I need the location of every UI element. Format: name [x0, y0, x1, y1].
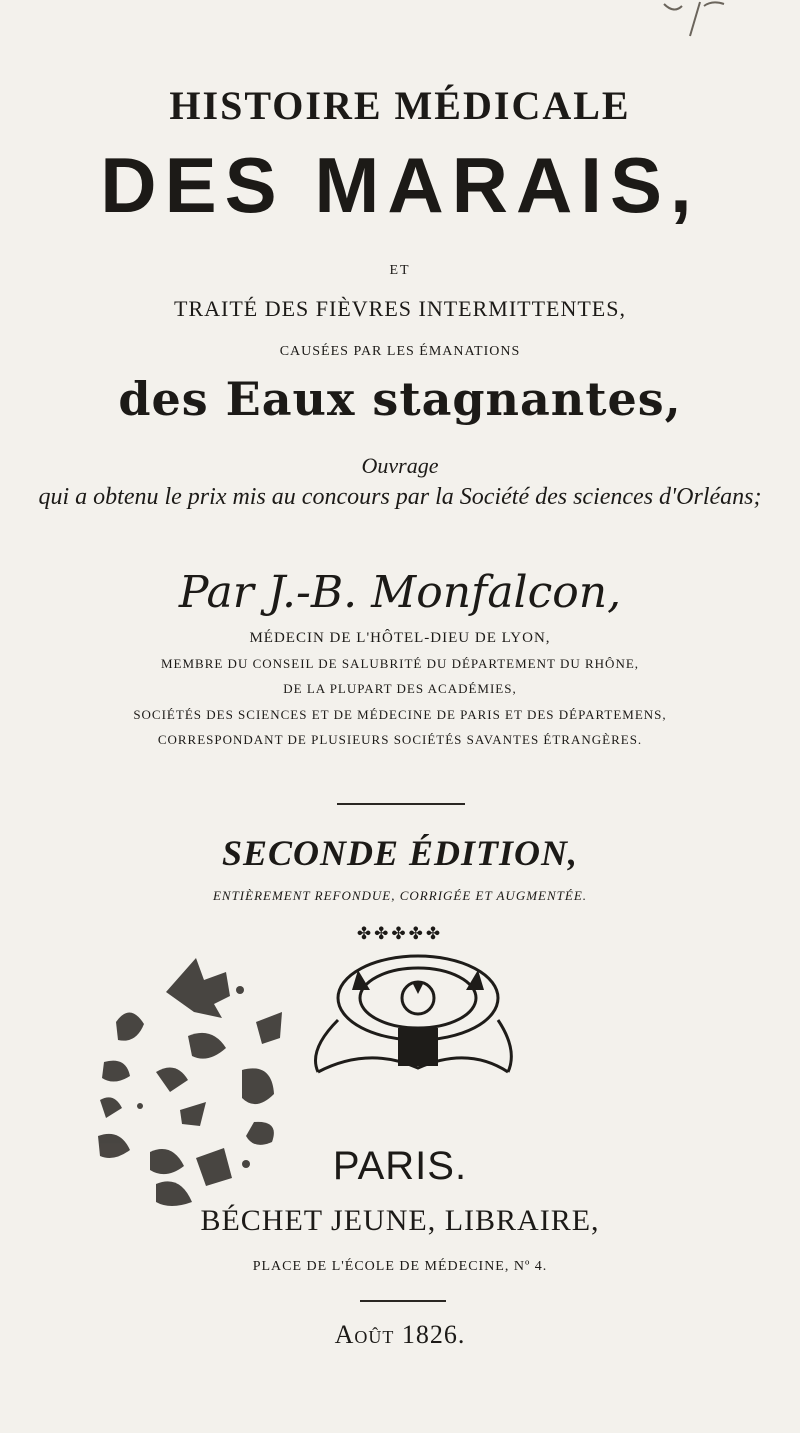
title-line-1: HISTOIRE MÉDICALE	[169, 83, 631, 128]
author-credential: SOCIÉTÉS DES SCIENCES ET DE MÉDECINE DE PARIS ET DES DÉPARTEMENS,	[133, 707, 667, 722]
handwritten-pen-mark	[660, 0, 730, 40]
edition-details: ENTIÈREMENT REFONDUE, CORRIGÉE ET AUGMENTÉE.	[212, 888, 588, 903]
divider-rule	[337, 803, 465, 805]
printers-vignette	[308, 950, 518, 1076]
prize-statement: qui a obtenu le prix mis au concours par la Société des sciences d'Orléans;	[38, 484, 762, 510]
author-credential: DE LA PLUPART DES ACADÉMIES,	[283, 681, 517, 696]
imprint-date: Août 1826.	[334, 1320, 466, 1349]
title-line-2: DES MARAIS,	[100, 141, 700, 229]
imprint-city: PARIS.	[332, 1144, 468, 1188]
edition-label: SECONDE ÉDITION,	[221, 833, 579, 873]
author-credential: MEMBRE DU CONSEIL DE SALUBRITÉ DU DÉPARTEMENT DU RHÔNE,	[160, 656, 640, 671]
imprint-address: PLACE DE L'ÉCOLE DE MÉDECINE, Nº 4.	[252, 1259, 548, 1274]
subtitle-et: ET	[389, 263, 411, 278]
author-credential: MÉDECIN DE L'HÔTEL-DIEU DE LYON,	[249, 630, 551, 646]
subtitle-causees: CAUSÉES PAR LES ÉMANATIONS	[279, 344, 521, 359]
ornament-row: ✤✤✤✤✤	[356, 924, 444, 943]
subtitle-eaux-stagnantes: des Eaux stagnantes,	[118, 372, 682, 426]
subtitle-traite: TRAITÉ DES FIÈVRES INTERMITTENTES,	[174, 296, 626, 321]
prize-ouvrage: Ouvrage	[361, 453, 439, 478]
divider-rule	[360, 1300, 446, 1302]
author-name: Par J.-B. Monfalcon,	[178, 567, 622, 618]
author-credential: CORRESPONDANT DE PLUSIEURS SOCIÉTÉS SAVANTES ÉTRANGÈRES.	[157, 732, 643, 747]
imprint-publisher: BÉCHET JEUNE, LIBRAIRE,	[200, 1204, 600, 1237]
